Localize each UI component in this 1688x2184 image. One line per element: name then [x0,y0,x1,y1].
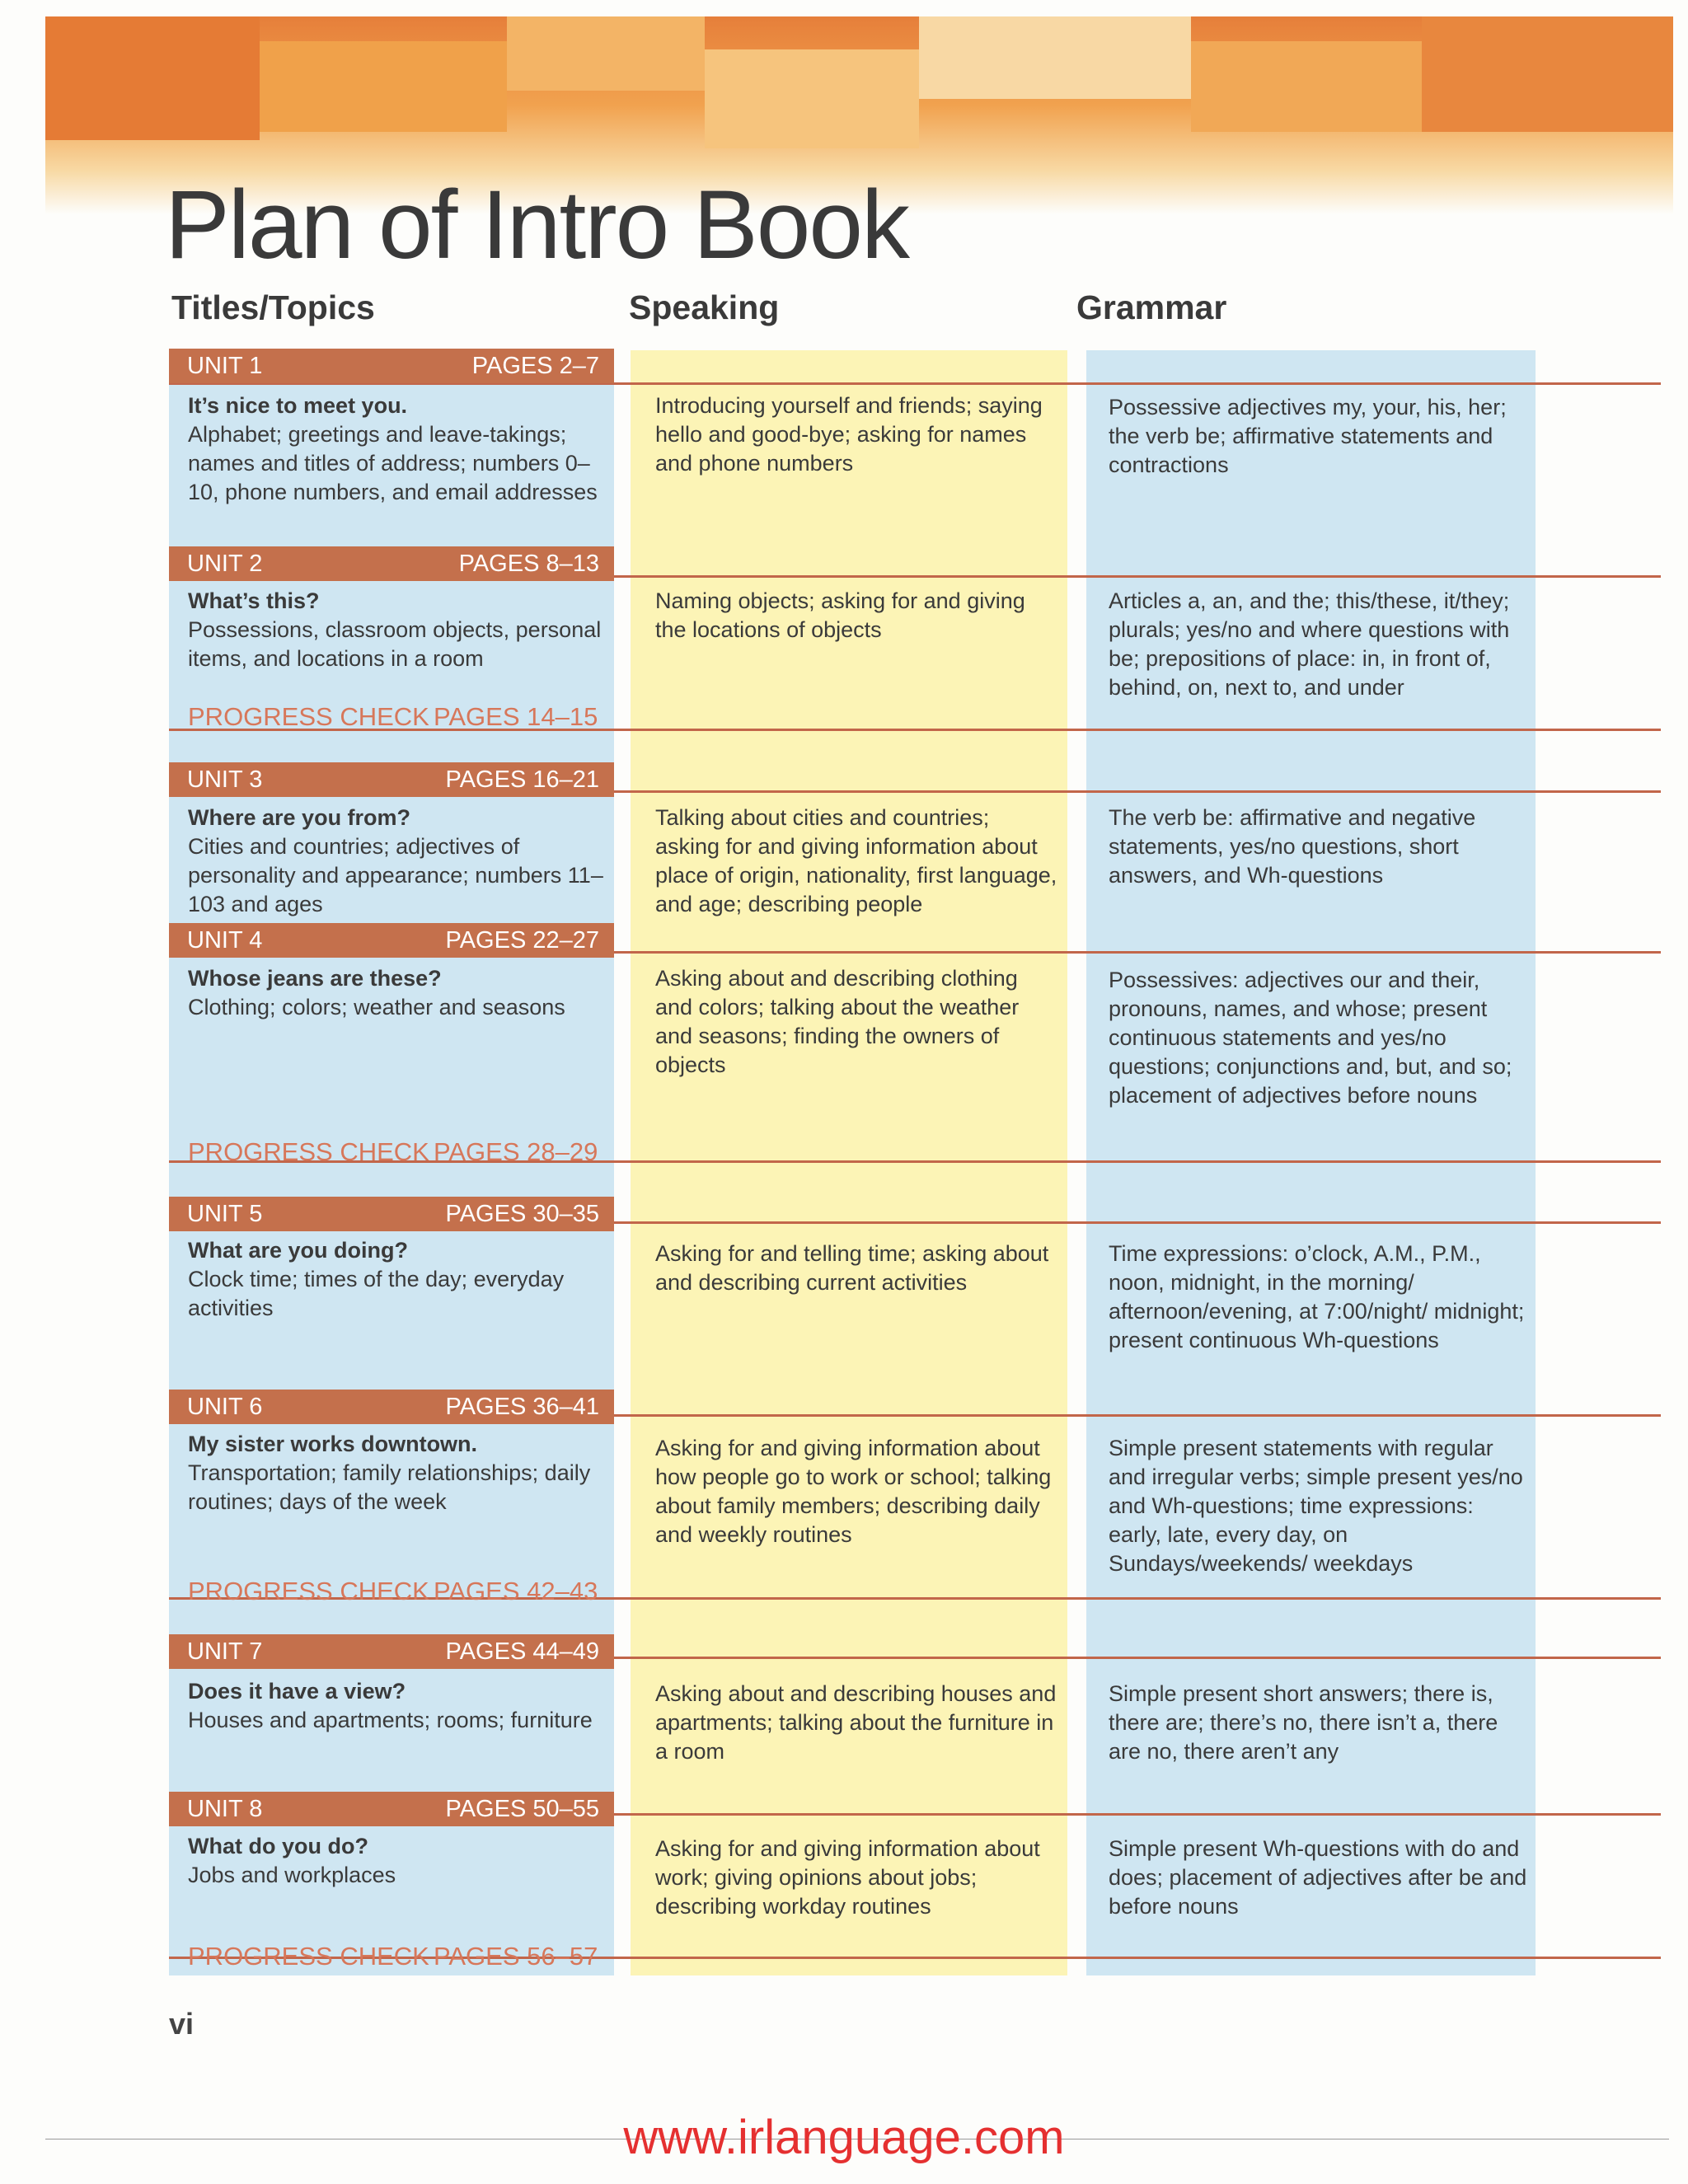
unit-topics-text: Transportation; family relationships; daily routines; days of the week [188,1460,591,1514]
unit-pages: PAGES 22–27 [445,927,599,954]
unit-topics-text: Possessions, classroom objects, personal items, and locations in a room [188,617,602,671]
unit-pages: PAGES 36–41 [445,1394,599,1420]
unit-speaking: Asking for and giving information about how people go to work or school; talking about family members; describing daily and weekly routines [655,1436,1052,1547]
unit-title: What do you do? [188,1834,368,1858]
column-header-topics: Titles/Topics [171,288,375,326]
unit-title: It’s nice to meet you. [188,393,408,418]
unit-speaking: Introducing yourself and friends; saying hello and good-bye; asking for names and phone numbers [655,393,1043,476]
unit-pages: PAGES 30–35 [445,1201,599,1227]
unit-label: UNIT 8 [187,1796,263,1822]
page-number: vi [169,2007,195,2041]
unit-label: UNIT 5 [187,1201,263,1227]
unit-topics-text: Alphabet; greetings and leave-takings; names and titles of address; numbers 0–10, phone numbers, and email addresses [188,422,598,504]
unit-topics [188,1832,617,1890]
progress-check-pages: PAGES 56–57 [434,1942,598,1971]
progress-check-label: PROGRESS CHECK [188,702,429,731]
progress-check [188,702,608,732]
unit-speaking: Talking about cities and countries; asking for and giving information about place of origin, nationality, first language, and age; describing people [655,805,1057,916]
unit-header-2 [169,546,614,581]
unit-title: Does it have a view? [188,1679,406,1704]
progress-check [188,1942,608,1971]
unit-pages: PAGES 16–21 [445,766,599,793]
unit-topics-text: Jobs and workplaces [188,1863,396,1887]
unit-speaking: Asking about and describing clothing and colors; talking about the weather and seasons; finding the owners of objects [655,966,1020,1077]
progress-check-pages: PAGES 42–43 [434,1577,598,1605]
progress-check-pages: PAGES 14–15 [434,702,598,731]
progress-check-label: PROGRESS CHECK [188,1577,429,1605]
unit-topics [188,1677,617,1735]
unit-header-4 [169,923,614,958]
unit-grammar: Simple present short answers; there is, there are; there’s no, there isn’t a, there are no, there aren’t any [1109,1681,1498,1764]
column-header-grammar: Grammar [1076,288,1227,326]
unit-title: Whose jeans are these? [188,966,442,991]
unit-grammar: The verb be: affirmative and negative statements, yes/no questions, short answers, and Wh-questions [1109,805,1476,888]
unit-pages: PAGES 2–7 [471,353,599,379]
unit-speaking: Asking about and describing houses and apartments; talking about the furniture in a room [655,1681,1057,1764]
unit-header-3 [169,762,614,797]
unit-topics [188,1236,617,1323]
unit-topics-text: Cities and countries; adjectives of personality and appearance; numbers 11–103 and ages [188,834,603,916]
unit-label: UNIT 6 [187,1394,263,1420]
unit-grammar: Possessives: adjectives our and their, pronouns, names, and whose; present continuous statements and yes/no questions; conjunctions and, but, and so; placement of adjectives before nouns [1109,968,1512,1108]
unit-speaking: Asking for and telling time; asking about and describing current activities [655,1241,1049,1295]
unit-speaking: Asking for and giving information about work; giving opinions about jobs; describing workday routines [655,1836,1040,1919]
progress-check [188,1577,608,1606]
unit-title: My sister works downtown. [188,1432,478,1456]
unit-grammar: Possessive adjectives my, your, his, her; the verb be; affirmative statements and contractions [1109,395,1507,477]
unit-topics [188,391,617,507]
unit-speaking: Naming objects; asking for and giving the locations of objects [655,588,1025,642]
unit-label: UNIT 4 [187,927,263,954]
page-title: Plan of Intro Book [165,171,909,279]
unit-pages: PAGES 44–49 [445,1638,599,1665]
unit-header-8 [169,1792,614,1826]
unit-label: UNIT 7 [187,1638,263,1665]
unit-topics [188,804,617,919]
unit-label: UNIT 3 [187,766,263,793]
progress-check [188,1137,608,1167]
progress-check-label: PROGRESS CHECK [188,1137,429,1166]
unit-topics [188,1430,617,1516]
unit-topics-text: Houses and apartments; rooms; furniture [188,1708,593,1732]
unit-header-7 [169,1634,614,1669]
unit-header-1 [169,349,614,383]
unit-grammar: Time expressions: o’clock, A.M., P.M., noon, midnight, in the morning/ afternoon/evening, at 7:00/night/ midnight; present continuous Wh-questions [1109,1241,1525,1352]
progress-check-label: PROGRESS CHECK [188,1942,429,1971]
unit-pages: PAGES 8–13 [458,551,599,577]
watermark-url: www.irlanguage.com [623,2111,1065,2164]
unit-pages: PAGES 50–55 [445,1796,599,1822]
unit-header-5 [169,1197,614,1231]
unit-topics-text: Clothing; colors; weather and seasons [188,995,565,1019]
unit-topics [188,587,617,673]
unit-title: What are you doing? [188,1238,408,1263]
unit-title: Where are you from? [188,805,411,830]
unit-grammar: Simple present Wh-questions with do and does; placement of adjectives after be and before nouns [1109,1836,1527,1919]
column-header-speaking: Speaking [629,288,780,326]
unit-grammar: Simple present statements with regular and irregular verbs; simple present yes/no and Wh-questions; time expressions: early, late, every day, on Sundays/weekends/ weekdays [1109,1436,1523,1576]
unit-label: UNIT 2 [187,551,263,577]
unit-topics [188,964,617,1022]
progress-check-pages: PAGES 28–29 [434,1137,598,1166]
unit-title: What’s this? [188,588,320,613]
unit-grammar: Articles a, an, and the; this/these, it/they; plurals; yes/no and where questions with be; prepositions of place: in, in front of, behind, on, next to, and under [1109,588,1510,700]
unit-header-6 [169,1390,614,1424]
unit-label: UNIT 1 [187,353,263,379]
unit-topics-text: Clock time; times of the day; everyday activities [188,1267,565,1320]
